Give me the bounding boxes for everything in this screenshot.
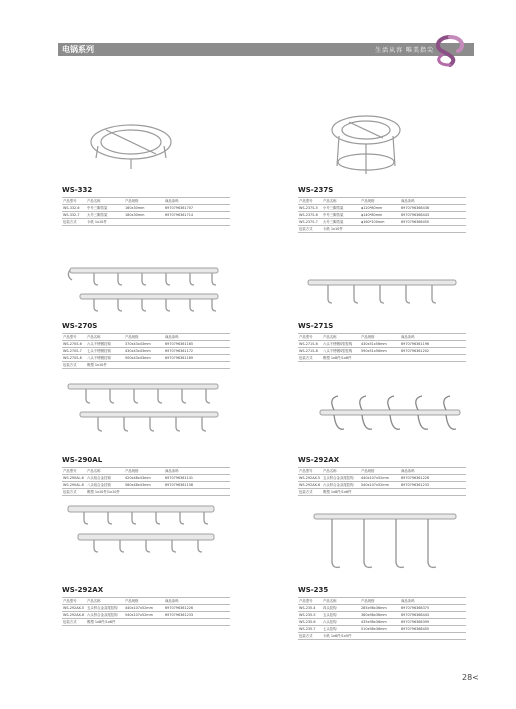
spec-table <box>62 597 230 626</box>
table-row <box>298 348 466 355</box>
table-cell: 6970796361196 <box>400 341 466 348</box>
table-cell: WS-290AL-6 <box>62 475 86 482</box>
column-header: 产品型号 <box>62 598 86 605</box>
column-header: 产品型号 <box>62 468 86 475</box>
table-cell: 6970796368450 <box>400 219 466 226</box>
packing-row <box>298 226 466 233</box>
column-header: 商品条码 <box>400 334 466 341</box>
column-header: 商品条码 <box>164 198 230 205</box>
column-header: 产品规格 <box>124 468 164 475</box>
column-header: 产品名称 <box>86 198 124 205</box>
column-header: 商品条码 <box>400 468 466 475</box>
column-header: 产品名称 <box>86 468 124 475</box>
product-code: WS-332 <box>62 186 93 194</box>
column-header: 产品名称 <box>322 598 360 605</box>
table-cell: 小号三脚蒸架 <box>322 205 360 212</box>
table-cell: 540x107x52mm <box>124 612 164 619</box>
table-cell: φ140*80mm <box>360 212 400 219</box>
table-cell: WS-292AX-6 <box>63 613 85 617</box>
table-cell: 370x43x43mm <box>124 341 164 348</box>
spec-table <box>298 197 466 233</box>
table-cell: 大号三脚蒸架 <box>86 212 124 219</box>
table-header-row <box>62 598 230 605</box>
table-row <box>62 612 230 619</box>
packing-value: 吸塑 1x10件 <box>86 362 230 369</box>
packing-label: 包装方式 <box>298 355 322 362</box>
steamer-rack-image <box>86 118 176 172</box>
table-cell: WS-235-6 <box>298 619 322 626</box>
spec-table <box>62 333 230 369</box>
table-cell: 440x107x52mm <box>124 605 164 612</box>
table-row <box>62 212 230 219</box>
table-cell: 6970796368436 <box>400 205 466 212</box>
product-code: WS-292AX <box>62 586 104 594</box>
table-cell: 160x30mm <box>124 205 164 212</box>
column-header: 产品规格 <box>124 334 164 341</box>
column-header: 商品条码 <box>164 598 230 605</box>
packing-value: 吸塑 1x8件/1x6件 <box>322 355 466 362</box>
table-row <box>62 205 230 212</box>
column-header: 产品规格 <box>360 334 400 341</box>
table-cell: 四头挂钩 <box>322 605 360 612</box>
table-cell: 6970796368443 <box>400 212 466 219</box>
tall-steamer-rack-image <box>321 110 411 180</box>
spec-table <box>62 467 230 496</box>
column-header: 商品条码 <box>400 198 466 205</box>
table-row <box>298 341 466 348</box>
table-row <box>298 219 466 226</box>
table-cell: 500x43x43mm <box>124 355 164 362</box>
table-cell: WS-290AL-8 <box>62 482 86 489</box>
packing-label: 包装方式 <box>62 489 86 496</box>
section-header-bar <box>58 43 474 56</box>
spec-table <box>298 333 466 362</box>
table-header-row <box>298 198 466 205</box>
table-cell: 6970796361714 <box>164 212 230 219</box>
table-cell: 510x98x36mm <box>360 626 400 633</box>
table-cell: WS-237S-7 <box>298 219 322 226</box>
table-cell: WS-292AX-5 <box>63 606 85 610</box>
table-cell: 6970796361707 <box>164 205 230 212</box>
spec-table <box>298 597 466 640</box>
table-cell: 六头不锈钢S型挂钩 <box>322 341 360 348</box>
s-hook-rail-image <box>298 270 468 320</box>
table-cell: 360x98x36mm <box>360 612 400 619</box>
column-header: 产品规格 <box>124 598 164 605</box>
packing-label: 包装方式 <box>298 489 322 496</box>
table-cell: 六头挂钩 <box>322 619 360 626</box>
table-row <box>298 619 466 626</box>
table-cell: 435x98x36mm <box>360 619 400 626</box>
table-header-row <box>298 468 466 475</box>
brand-logo-icon <box>428 33 472 69</box>
product-code: WS-290AL <box>62 456 103 464</box>
table-cell: 六头不锈钢挂钩 <box>86 341 124 348</box>
packing-label: 包装方式 <box>298 226 322 233</box>
packing-value: 卡纸 1x10件 <box>322 226 466 233</box>
table-cell: 6970796361141 <box>164 475 230 482</box>
table-cell: 八头不锈钢挂钩 <box>86 355 124 362</box>
column-header: 产品名称 <box>322 334 360 341</box>
table-cell: WS-271S-6 <box>298 341 322 348</box>
table-cell: 420x48x43mm <box>124 475 164 482</box>
packing-row <box>298 633 466 640</box>
table-cell: 6970796368405 <box>400 626 466 633</box>
table-cell: WS-235-7 <box>298 626 322 633</box>
packing-row <box>298 355 466 362</box>
table-cell: 六头锌合金双尾挂钩 <box>86 612 124 619</box>
product-code: WS-271S <box>298 322 334 330</box>
packing-value: 吸塑 1x8件/1x6件 <box>322 489 466 496</box>
hook-rail-image <box>64 260 224 320</box>
product-block-ws-290al <box>62 456 230 496</box>
table-cell: 6970796361202 <box>400 348 466 355</box>
table-cell: 大号三脚蒸架 <box>322 219 360 226</box>
table-cell: 6970796361158 <box>164 482 230 489</box>
page-number: 28< <box>462 673 479 682</box>
column-header: 产品名称 <box>86 598 124 605</box>
table-row <box>62 482 230 489</box>
column-header: 商品条码 <box>400 598 466 605</box>
product-block-ws-235 <box>298 586 466 640</box>
table-cell: 中号三脚蒸架 <box>322 212 360 219</box>
table-cell: 430x51x56mm <box>360 341 400 348</box>
table-cell: 285x98x36mm <box>360 605 400 612</box>
table-row <box>298 605 466 612</box>
packing-value: 卡纸 1x6件/1x5件 <box>322 633 466 640</box>
table-cell: 590x51x56mm <box>360 348 400 355</box>
table-row <box>62 475 230 482</box>
product-code: WS-292AX <box>298 456 340 464</box>
table-cell: 6970796368443 <box>400 612 466 619</box>
column-header: 产品规格 <box>360 198 400 205</box>
table-cell: 6970796361165 <box>164 341 230 348</box>
packing-label: 包装方式 <box>62 219 86 226</box>
slogan-text: 生活从容 唯美指尖 <box>375 47 434 54</box>
product-block-ws-332 <box>62 186 230 226</box>
column-header: 产品型号 <box>298 468 322 475</box>
column-header: 商品条码 <box>164 334 230 341</box>
table-header-row <box>62 468 230 475</box>
table-cell: 6970796368375 <box>400 605 466 612</box>
packing-row <box>62 219 230 226</box>
spec-table <box>62 197 230 226</box>
product-block-ws-237s <box>298 186 466 233</box>
table-row <box>298 205 466 212</box>
column-header: 产品型号 <box>298 198 322 205</box>
long-hook-rail-image <box>306 506 466 578</box>
table-cell: 中号三脚蒸架 <box>86 205 124 212</box>
table-cell: φ120*80mm <box>360 205 400 212</box>
product-code: WS-237S <box>298 186 334 194</box>
column-header: 产品规格 <box>360 468 400 475</box>
table-cell: 6970796361226 <box>400 475 466 482</box>
table-cell: 6970796361172 <box>164 348 230 355</box>
spec-table <box>298 467 466 496</box>
packing-value: 卡纸 1x10件 <box>86 219 230 226</box>
table-cell: 六头铝合金挂钩 <box>86 475 124 482</box>
table-cell: WS-270S-7 <box>62 348 86 355</box>
column-header: 产品型号 <box>62 198 86 205</box>
packing-row <box>62 362 230 369</box>
table-header-row <box>298 598 466 605</box>
packing-row <box>62 619 230 626</box>
table-row <box>298 626 466 633</box>
table-cell: 六头锌合金双尾挂钩 <box>322 482 360 489</box>
table-cell: WS-235-5 <box>298 612 322 619</box>
column-header: 产品名称 <box>322 198 360 205</box>
table-cell: 八头铝合金挂钩 <box>86 482 124 489</box>
table-cell: 五头锌合金双尾挂钩 <box>322 475 360 482</box>
table-cell: 180x30mm <box>124 212 164 219</box>
packing-label: 包装方式 <box>62 362 86 369</box>
column-header: 产品型号 <box>298 334 322 341</box>
table-cell: WS-332-7 <box>62 212 86 219</box>
column-header: 产品型号 <box>62 334 86 341</box>
table-cell: 五头挂钩 <box>322 612 360 619</box>
table-cell: 6970796361226 <box>164 605 230 612</box>
table-header-row <box>62 198 230 205</box>
packing-value: 吸塑 1x10件/1x10件 <box>86 489 230 496</box>
column-header: 商品条码 <box>164 468 230 475</box>
product-code: WS-235 <box>298 586 329 594</box>
table-cell: WS-271S-8 <box>298 348 322 355</box>
table-cell: 430x43x43mm <box>124 348 164 355</box>
column-header: 产品规格 <box>124 198 164 205</box>
table-cell: 540x107x52mm <box>360 482 400 489</box>
packing-row <box>298 489 466 496</box>
column-header: 产品型号 <box>298 598 322 605</box>
table-cell: WS-237S-6 <box>298 212 322 219</box>
table-cell: WS-332-6 <box>62 205 86 212</box>
packing-value: 吸塑 1x8件/1x6件 <box>86 619 230 626</box>
column-header: 产品名称 <box>322 468 360 475</box>
product-block-ws-292ax-lower <box>62 586 230 626</box>
table-cell: 440x107x52mm <box>360 475 400 482</box>
double-hook-rail-image <box>314 392 464 438</box>
table-row <box>62 605 230 612</box>
hook-rail-pair-image <box>62 500 222 558</box>
table-cell: 八头不锈钢S型挂钩 <box>322 348 360 355</box>
table-cell: 6970796361233 <box>400 482 466 489</box>
table-cell: 七头不锈钢挂钩 <box>86 348 124 355</box>
product-block-ws-292ax <box>298 456 466 496</box>
packing-label: 包装方式 <box>298 633 322 640</box>
table-row <box>62 341 230 348</box>
section-title: 电锅系列 <box>62 45 94 54</box>
table-row <box>62 355 230 362</box>
table-row <box>298 612 466 619</box>
table-cell: WS-270S-6 <box>62 341 86 348</box>
table-cell: 6970796361233 <box>164 612 230 619</box>
table-cell: 七头挂钩 <box>322 626 360 633</box>
table-row <box>62 348 230 355</box>
table-cell: 6970796361189 <box>164 355 230 362</box>
product-block-ws-270s <box>62 322 230 369</box>
product-code: WS-270S <box>62 322 98 330</box>
table-cell: φ160*100mm <box>360 219 400 226</box>
column-header: 产品规格 <box>360 598 400 605</box>
aluminium-hook-rail-image <box>62 378 226 442</box>
column-header: 产品名称 <box>86 334 124 341</box>
table-cell: WS-292AX-5 <box>299 476 321 480</box>
table-cell: 6970796368399 <box>400 619 466 626</box>
product-block-ws-271s <box>298 322 466 362</box>
packing-label: 包装方式 <box>62 619 86 626</box>
table-cell: WS-237S-5 <box>298 205 322 212</box>
table-cell: 580x48x43mm <box>124 482 164 489</box>
table-cell: WS-270S-8 <box>62 355 86 362</box>
table-cell: 五头锌合金双尾挂钩 <box>86 605 124 612</box>
table-row <box>298 482 466 489</box>
table-header-row <box>298 334 466 341</box>
table-cell: WS-292AX-6 <box>299 483 321 487</box>
packing-row <box>62 489 230 496</box>
table-header-row <box>62 334 230 341</box>
table-cell: WS-235-4 <box>298 605 322 612</box>
table-row <box>298 212 466 219</box>
table-row <box>298 475 466 482</box>
